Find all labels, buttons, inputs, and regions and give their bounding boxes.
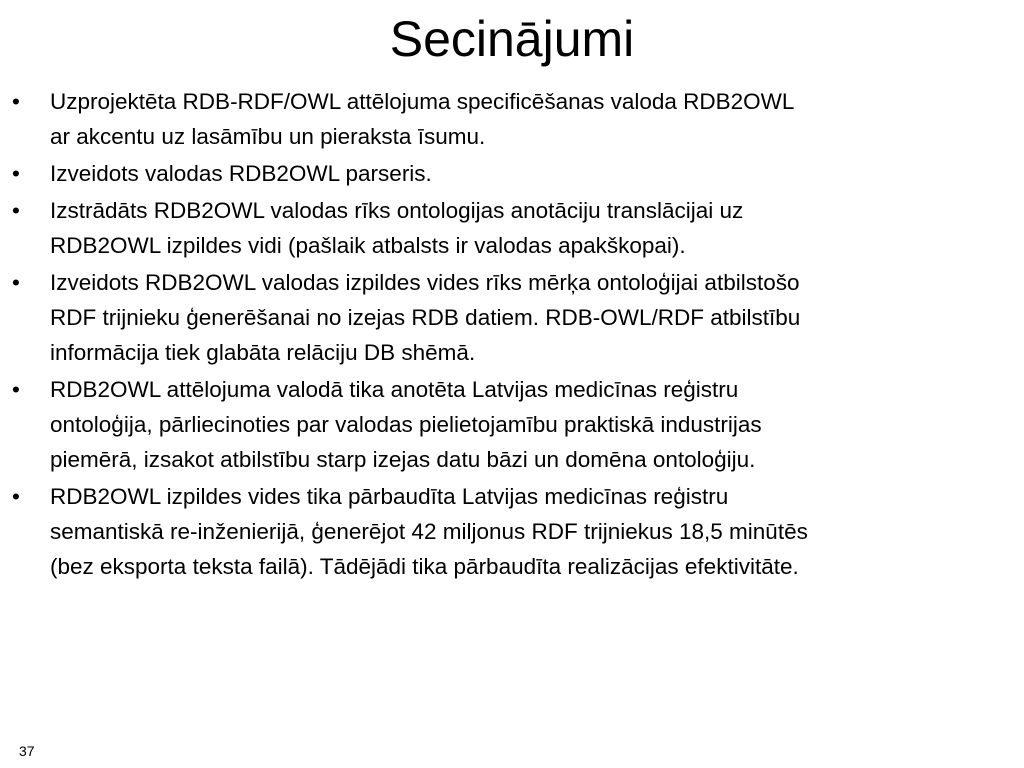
bullet-item bbox=[0, 156, 1024, 191]
page-number: 37 bbox=[19, 743, 35, 759]
bullet-line: RDB2OWL izpildes vides tika pārbaudīta Latvijas medicīnas reģistru bbox=[50, 484, 729, 509]
bullet-line: RDB2OWL attēlojuma valodā tika anotēta Latvijas medicīnas reģistru bbox=[50, 377, 739, 402]
bullet-dot-icon: • bbox=[12, 198, 20, 223]
bullet-line: informācija tiek glabāta relāciju DB shēmā. bbox=[50, 340, 476, 365]
bullet-line: ar akcentu uz lasāmību un pieraksta īsumu. bbox=[50, 124, 486, 149]
bullet-item bbox=[0, 84, 1024, 154]
bullet-line: Izveidots valodas RDB2OWL parseris. bbox=[50, 161, 432, 186]
bullet-dot-icon: • bbox=[12, 377, 20, 402]
bullet-item bbox=[0, 372, 1024, 477]
slide-title: Secinājumi bbox=[389, 11, 635, 67]
bullet-item bbox=[0, 265, 1024, 370]
bullet-item bbox=[0, 193, 1024, 263]
bullet-line: piemērā, izsakot atbilstību starp izejas datu bāzi un domēna ontoloģiju. bbox=[50, 447, 756, 472]
bullet-line: semantiskā re-inženierijā, ģenerējot 42 miljonus RDF trijniekus 18,5 minūtēs bbox=[50, 519, 808, 544]
bullet-dot-icon: • bbox=[12, 484, 20, 509]
bullet-line: (bez eksporta teksta failā). Tādējādi tika pārbaudīta realizācijas efektivitāte. bbox=[50, 554, 799, 579]
bullet-line: Izveidots RDB2OWL valodas izpildes vides rīks mērķa ontoloģijai atbilstošo bbox=[50, 270, 800, 295]
bullet-line: ontoloģija, pārliecinoties par valodas pielietojamību praktiskā industrijas bbox=[50, 412, 762, 437]
bullet-item bbox=[0, 479, 1024, 584]
bullet-list bbox=[0, 84, 1024, 586]
bullet-line: RDB2OWL izpildes vidi (pašlaik atbalsts ir valodas apakškopai). bbox=[50, 233, 686, 258]
bullet-line: RDF trijnieku ģenerēšanai no izejas RDB datiem. RDB-OWL/RDF atbilstību bbox=[50, 305, 801, 330]
bullet-line: Uzprojektēta RDB-RDF/OWL attēlojuma specificēšanas valoda RDB2OWL bbox=[50, 89, 795, 114]
bullet-dot-icon: • bbox=[12, 161, 20, 186]
bullet-dot-icon: • bbox=[12, 270, 20, 295]
bullet-dot-icon: • bbox=[12, 89, 20, 114]
bullet-line: Izstrādāts RDB2OWL valodas rīks ontologijas anotāciju translācijai uz bbox=[50, 198, 744, 223]
